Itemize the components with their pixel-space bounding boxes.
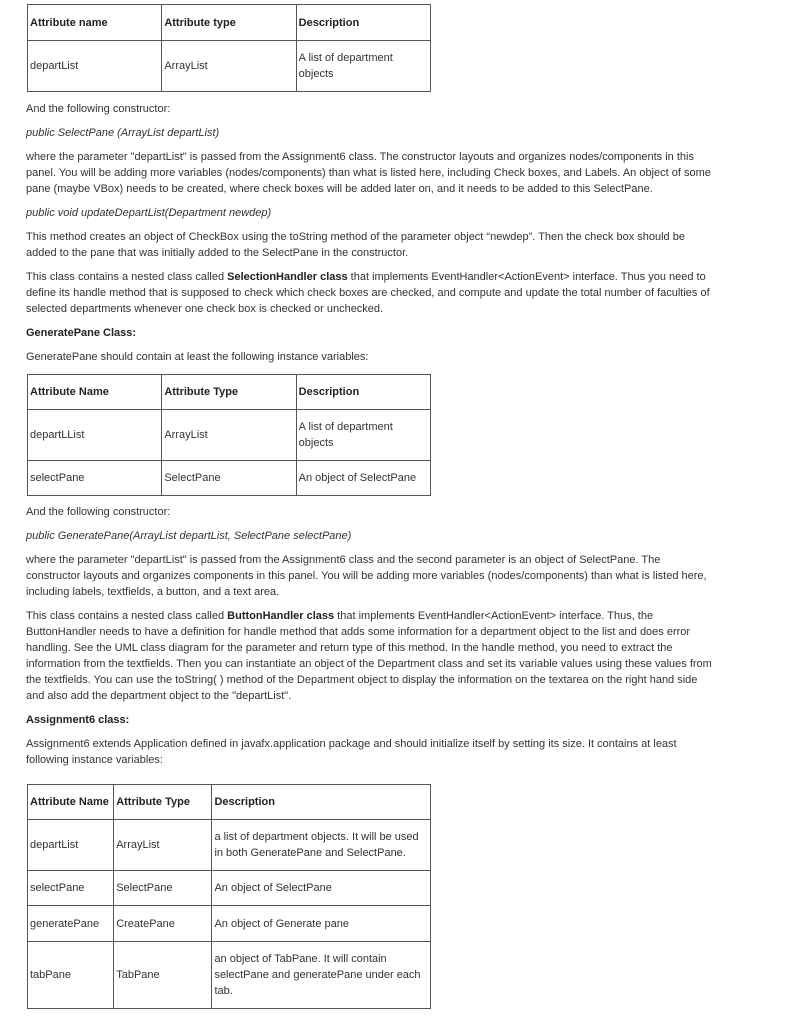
table-cell: departLList [28, 410, 162, 461]
table-cell: selectPane [28, 871, 114, 906]
table-header-cell: Attribute type [162, 5, 296, 41]
constructor-signature: public GeneratePane(ArrayList departList, SelectPane selectPane) [26, 530, 352, 542]
table-header-cell: Description [296, 5, 430, 41]
text-span: This class contains a nested class called [26, 271, 228, 283]
generate-pane-attributes-table [27, 374, 431, 496]
section-heading: Assignment6 class: [26, 714, 130, 726]
constructor-signature: public SelectPane (ArrayList departList) [26, 127, 220, 139]
class-name-bold: ButtonHandler class [227, 610, 335, 622]
paragraph: where the parameter "departList" is passed from the Assignment6 class. The constructor layouts and organizes nodes/components in this panel. You will be adding more variables (nodes/components) than what is listed here, including Check boxes, and Labels. An object of some pane (maybe VBox) needs to be created, where check boxes will be added later on, and it needs to be added to this SelectPane. [26, 151, 711, 195]
table-cell: A list of department objects [296, 41, 430, 92]
table-header-cell: Attribute Type [162, 375, 296, 410]
table-header-row [28, 5, 431, 41]
table-cell: departList [28, 41, 162, 92]
table-cell: a list of department objects. It will be used in both GeneratePane and SelectPane. [212, 820, 431, 871]
table-cell: TabPane [114, 942, 212, 1009]
assignment6-attributes-table [27, 784, 431, 1009]
table-header-cell: Attribute Name [28, 375, 162, 410]
table-cell: ArrayList [162, 41, 296, 92]
table-cell: departList [28, 820, 114, 871]
document-body [26, 4, 716, 1009]
table-cell: SelectPane [162, 461, 296, 496]
table-row [28, 820, 431, 871]
paragraph: And the following constructor: [26, 506, 171, 518]
table-cell: an object of TabPane. It will contain selectPane and generatePane under each tab. [212, 942, 431, 1009]
table-cell: tabPane [28, 942, 114, 1009]
table-row [28, 906, 431, 942]
table-cell: SelectPane [114, 871, 212, 906]
method-signature: public void updateDepartList(Department newdep) [26, 207, 272, 219]
table-header-cell: Description [212, 785, 431, 820]
table-header-cell: Attribute Name [28, 785, 114, 820]
table-cell: ArrayList [162, 410, 296, 461]
table-row [28, 942, 431, 1009]
table-header-row [28, 785, 431, 820]
section-heading: GeneratePane Class: [26, 327, 137, 339]
table-cell: A list of department objects [296, 410, 430, 461]
table-row [28, 461, 431, 496]
table-header-row [28, 375, 431, 410]
table-row [28, 871, 431, 906]
text-span: that implements EventHandler<ActionEvent> interface. Thus, the ButtonHandler needs to have a definition for handle method that adds some information for a department object to the list and does error handling. See the UML class diagram for the parameter and return type of this method. In the handle method, you need to extract the information from the textfields. Then you can instantiate an object of the Department class and set its variable values using these values from the textfields. You can use the toString( ) method of the Department object to display the information on the textarea on the right hand side and also add the department object to the "departList". [26, 610, 712, 702]
paragraph [26, 269, 716, 317]
text-span: This class contains a nested class called [26, 610, 228, 622]
table-header-cell: Attribute Type [114, 785, 212, 820]
class-name-bold: SelectionHandler class [227, 271, 348, 283]
paragraph [26, 608, 716, 704]
table-cell: CreatePane [114, 906, 212, 942]
table-header-cell: Attribute name [28, 5, 162, 41]
select-pane-attributes-table [27, 4, 431, 92]
table-cell: An object of SelectPane [212, 871, 431, 906]
table-cell: An object of Generate pane [212, 906, 431, 942]
table-row [28, 41, 431, 92]
table-row [28, 410, 431, 461]
paragraph: And the following constructor: [26, 103, 171, 115]
paragraph: where the parameter "departList" is passed from the Assignment6 class and the second parameter is an object of SelectPane. The constructor layouts and organizes components in this panel. You will be adding more variables (nodes/components) than what is listed here, including labels, textfields, a button, and a text area. [26, 554, 707, 598]
paragraph: GeneratePane should contain at least the following instance variables: [26, 351, 369, 363]
table-cell: An object of SelectPane [296, 461, 430, 496]
table-cell: generatePane [28, 906, 114, 942]
paragraph: Assignment6 extends Application defined in javafx.application package and should initialize itself by setting its size. It contains at least following instance variables: [26, 738, 677, 766]
table-cell: ArrayList [114, 820, 212, 871]
text-span: that implements EventHandler<ActionEvent> interface. Thus you need to define its handle method that is supposed to check which check boxes are checked, and compute and update the total number of faculties of selected departments whenever one check box is checked or unchecked. [26, 271, 710, 315]
paragraph: This method creates an object of CheckBox using the toString method of the parameter object “newdep”. Then the check box should be added to the pane that was initially added to the SelectPane in the constructor. [26, 231, 685, 259]
table-header-cell: Description [296, 375, 430, 410]
table-cell: selectPane [28, 461, 162, 496]
